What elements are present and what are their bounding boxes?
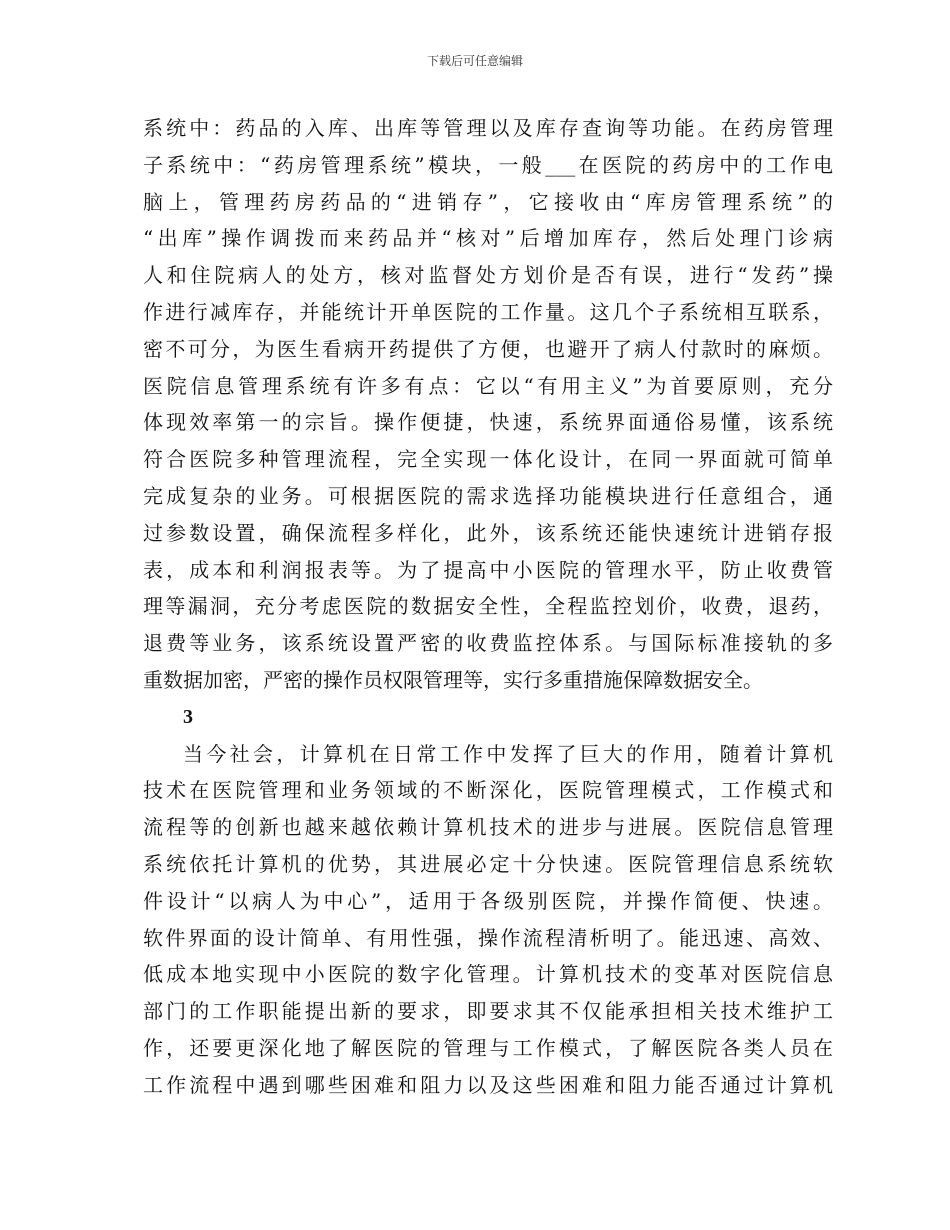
paragraph-1 (143, 110, 833, 699)
text-line: 过参数设置，确保流程多样化，此外，该系统还能快速统计进销存报 (143, 520, 833, 545)
text-line: 脑上，管理药房药品的“进销存”，它接收由“库房管理系统”的 (143, 189, 833, 214)
text-line: 低成本地实现中小医院的数字化管理。计算机技术的变革对医院信息 (143, 962, 833, 987)
text-line: 退费等业务，该系统设置严密的收费监控体系。与国际标准接轨的多 (143, 631, 833, 656)
document-body (143, 110, 833, 1104)
text-line: 理等漏洞，充分考虑医院的数据安全性，全程监控划价，收费，退药， (143, 594, 833, 619)
text-line: 工作流程中遇到哪些困难和阻力以及这些困难和阻力能否通过计算机 (143, 1072, 833, 1097)
text-line: 软件界面的设计简单、有用性强，操作流程清析明了。能迅速、高效、 (143, 925, 833, 950)
section-number: 3 (183, 705, 193, 728)
text-line: 完成复杂的业务。可根据医院的需求选择功能模块进行任意组合，通 (143, 483, 833, 508)
text-line: 作，还要更深化地了解医院的管理与工作模式，了解医院各类人员在 (143, 1035, 833, 1060)
text-line: 子系统中：“药房管理系统”模块，一般___在医院的药房中的工作电 (143, 152, 833, 177)
text-line: 体现效率第一的宗旨。操作便捷，快速，系统界面通俗易懂，该系统 (143, 410, 833, 435)
text-line: “出库”操作调拨而来药品并“核对”后增加库存，然后处理门诊病 (143, 226, 833, 251)
text-line: 表，成本和利润报表等。为了提高中小医院的管理水平，防止收费管 (143, 557, 833, 582)
text-line: 当今社会，计算机在日常工作中发挥了巨大的作用，随着计算机 (183, 741, 833, 766)
text-line: 技术在医院管理和业务领域的不断深化，医院管理模式，工作模式和 (143, 778, 833, 803)
text-line: 符合医院多种管理流程，完全实现一体化设计，在同一界面就可简单 (143, 447, 833, 472)
paragraph-2 (143, 736, 833, 1104)
text-line: 人和住院病人的处方，核对监督处方划价是否有误，进行“发药”操 (143, 263, 833, 288)
text-line: 部门的工作职能提出新的要求，即要求其不仅能承担相关技术维护工 (143, 999, 833, 1024)
page-header: 下载后可任意编辑 (426, 54, 523, 68)
text-line: 件设计“以病人为中心”，适用于各级别医院，并操作简便、快速。 (143, 888, 833, 913)
text-line: 重数据加密，严密的操作员权限管理等，实行多重措施保障数据安全。 (143, 667, 763, 692)
text-line: 医院信息管理系统有许多有点：它以“有用主义”为首要原则，充分 (143, 373, 833, 398)
text-line: 密不可分，为医生看病开药提供了方便，也避开了病人付款时的麻烦。 (143, 336, 833, 361)
text-line: 系统依托计算机的优势，其进展必定十分快速。医院管理信息系统软 (143, 851, 833, 876)
text-line: 作进行减库存，并能统计开单医院的工作量。这几个子系统相互联系， (143, 299, 833, 324)
text-line: 系统中：药品的入库、出库等管理以及库存查询等功能。在药房管理 (143, 116, 833, 140)
text-line: 流程等的创新也越来越依赖计算机技术的进步与进展。医院信息管理 (143, 815, 833, 840)
